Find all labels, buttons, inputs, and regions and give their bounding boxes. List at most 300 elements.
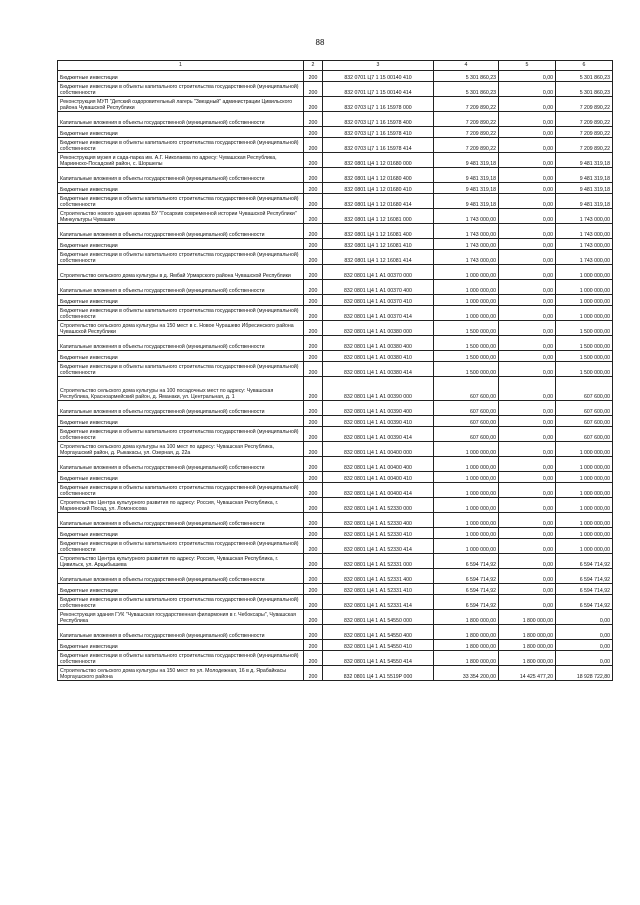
row-amount-total-cell: 1 800 000,00	[434, 610, 499, 625]
row-amount-total-cell: 6 594 714,92	[434, 595, 499, 610]
row-amount-total-cell: 1 800 000,00	[434, 651, 499, 666]
table-row	[58, 306, 613, 321]
row-code-cell: 200	[304, 377, 323, 401]
table-body	[58, 71, 613, 681]
row-name-cell: Бюджетные инвестиции в объекты капитального строительства государственной (муниципальной) собственности	[58, 82, 304, 97]
row-name-cell: Капитальные вложения в объекты государственной (муниципальной) собственности	[58, 513, 304, 528]
row-amount-total-cell: 1 500 000,00	[434, 351, 499, 362]
row-amount-federal-cell: 0,00	[499, 513, 556, 528]
table-row	[58, 97, 613, 112]
row-amount-republic-cell: 1 000 000,00	[556, 472, 613, 483]
row-amount-total-cell: 1 743 000,00	[434, 224, 499, 239]
row-name-cell: Капитальные вложения в объекты государственной (муниципальной) собственности	[58, 168, 304, 183]
row-amount-total-cell: 9 481 319,18	[434, 168, 499, 183]
row-amount-federal-cell: 0,00	[499, 71, 556, 82]
row-code-cell: 200	[304, 442, 323, 457]
row-name-cell: Капитальные вложения в объекты государственной (муниципальной) собственности	[58, 224, 304, 239]
row-amount-republic-cell: 607 600,00	[556, 401, 613, 416]
row-name-cell: Строительство Центра культурного развития по адресу: Россия, Чувашская Республика, г. Мариинский Посад, ул. Ломоносова	[58, 498, 304, 513]
row-code-cell: 200	[304, 82, 323, 97]
table-row	[58, 498, 613, 513]
row-code-cell: 200	[304, 427, 323, 442]
table-row	[58, 401, 613, 416]
row-amount-federal-cell: 1 800 000,00	[499, 651, 556, 666]
row-classification-cell: 832 0801 Ц4 1 12 01680 400	[323, 168, 434, 183]
row-name-cell: Бюджетные инвестиции	[58, 295, 304, 306]
row-amount-total-cell: 1 000 000,00	[434, 265, 499, 280]
row-amount-republic-cell: 1 000 000,00	[556, 539, 613, 554]
row-amount-republic-cell: 0,00	[556, 640, 613, 651]
row-amount-total-cell: 1 500 000,00	[434, 336, 499, 351]
row-amount-republic-cell: 607 600,00	[556, 377, 613, 401]
row-name-cell: Бюджетные инвестиции	[58, 239, 304, 250]
row-code-cell: 200	[304, 224, 323, 239]
row-name-cell: Капитальные вложения в объекты государственной (муниципальной) собственности	[58, 569, 304, 584]
row-amount-republic-cell: 6 594 714,92	[556, 584, 613, 595]
row-amount-republic-cell: 1 000 000,00	[556, 483, 613, 498]
row-amount-republic-cell: 18 928 722,80	[556, 666, 613, 681]
row-classification-cell: 832 0801 Ц4 1 А1 00370 400	[323, 280, 434, 295]
row-name-cell: Бюджетные инвестиции в объекты капитального строительства государственной (муниципальной) собственности	[58, 138, 304, 153]
row-classification-cell: 832 0703 Ц7 1 16 15978 410	[323, 127, 434, 138]
row-code-cell: 200	[304, 351, 323, 362]
row-amount-federal-cell: 0,00	[499, 209, 556, 224]
table-row	[58, 625, 613, 640]
row-amount-federal-cell: 0,00	[499, 280, 556, 295]
row-code-cell: 200	[304, 595, 323, 610]
row-amount-federal-cell: 0,00	[499, 321, 556, 336]
row-classification-cell: 832 0801 Ц4 1 А1 00370 414	[323, 306, 434, 321]
table-row	[58, 513, 613, 528]
row-classification-cell: 832 0801 Ц4 1 12 16081 410	[323, 239, 434, 250]
row-amount-total-cell: 5 301 860,23	[434, 82, 499, 97]
table-row	[58, 651, 613, 666]
table-row	[58, 584, 613, 595]
header-cell: 4	[434, 61, 499, 71]
row-code-cell: 200	[304, 265, 323, 280]
row-amount-republic-cell: 1 743 000,00	[556, 239, 613, 250]
row-amount-republic-cell: 9 481 319,18	[556, 153, 613, 168]
row-amount-federal-cell: 0,00	[499, 97, 556, 112]
row-amount-republic-cell: 1 743 000,00	[556, 250, 613, 265]
row-classification-cell: 832 0801 Ц4 1 А1 54550 410	[323, 640, 434, 651]
row-name-cell: Строительство сельского дома культуры в д. Ямбай Урмарского района Чувашской Республики	[58, 265, 304, 280]
row-name-cell: Бюджетные инвестиции в объекты капитального строительства государственной (муниципальной) собственности	[58, 427, 304, 442]
row-amount-total-cell: 7 209 890,22	[434, 97, 499, 112]
row-amount-federal-cell: 0,00	[499, 472, 556, 483]
table-row	[58, 427, 613, 442]
row-amount-federal-cell: 0,00	[499, 153, 556, 168]
row-code-cell: 200	[304, 610, 323, 625]
row-name-cell: Строительство сельского дома культуры на 100 посадочных мест по адресу: Чувашская Республика, Красноармейский район, д. Яманаки, ул. Центральная, д. 1	[58, 377, 304, 401]
row-amount-total-cell: 9 481 319,18	[434, 194, 499, 209]
row-amount-republic-cell: 1 000 000,00	[556, 457, 613, 472]
row-code-cell: 200	[304, 239, 323, 250]
row-amount-federal-cell: 0,00	[499, 82, 556, 97]
table-row	[58, 539, 613, 554]
page-number: 88	[315, 38, 325, 47]
row-amount-federal-cell: 0,00	[499, 183, 556, 194]
row-amount-total-cell: 9 481 319,18	[434, 183, 499, 194]
row-classification-cell: 832 0801 Ц4 1 А1 5519Р 000	[323, 666, 434, 681]
table-row	[58, 280, 613, 295]
row-amount-republic-cell: 607 600,00	[556, 416, 613, 427]
row-code-cell: 200	[304, 498, 323, 513]
table-row	[58, 127, 613, 138]
row-name-cell: Бюджетные инвестиции	[58, 416, 304, 427]
row-amount-total-cell: 6 594 714,92	[434, 569, 499, 584]
row-code-cell: 200	[304, 554, 323, 569]
row-classification-cell: 832 0801 Ц4 1 А1 00380 410	[323, 351, 434, 362]
row-amount-republic-cell: 7 209 890,22	[556, 127, 613, 138]
row-amount-republic-cell: 5 301 860,23	[556, 82, 613, 97]
row-name-cell: Реконструкция музея и сада-парка им. А.Г. Николаева по адресу: Чувашская Республика, Мариинско-Посадский район, с. Шоршелы	[58, 153, 304, 168]
row-name-cell: Бюджетные инвестиции	[58, 71, 304, 82]
row-name-cell: Бюджетные инвестиции в объекты капитального строительства государственной (муниципальной) собственности	[58, 250, 304, 265]
row-code-cell: 200	[304, 584, 323, 595]
row-amount-total-cell: 1 000 000,00	[434, 472, 499, 483]
row-amount-total-cell: 1 800 000,00	[434, 640, 499, 651]
table-row	[58, 295, 613, 306]
row-amount-republic-cell: 1 743 000,00	[556, 224, 613, 239]
table-row	[58, 528, 613, 539]
row-amount-total-cell: 607 600,00	[434, 377, 499, 401]
row-classification-cell: 832 0801 Ц4 1 А1 52331 410	[323, 584, 434, 595]
row-name-cell: Строительство сельского дома культуры на 100 мест по адресу: Чувашская Республика, Моргаушский район, д. Рыкакасы, ул. Озерная, д. 22а	[58, 442, 304, 457]
row-code-cell: 200	[304, 194, 323, 209]
row-amount-federal-cell: 0,00	[499, 306, 556, 321]
table-row	[58, 351, 613, 362]
row-code-cell: 200	[304, 306, 323, 321]
row-amount-total-cell: 7 209 890,22	[434, 112, 499, 127]
row-name-cell: Бюджетные инвестиции в объекты капитального строительства государственной (муниципальной) собственности	[58, 595, 304, 610]
row-amount-total-cell: 1 743 000,00	[434, 250, 499, 265]
row-amount-federal-cell: 0,00	[499, 265, 556, 280]
table-row	[58, 209, 613, 224]
row-amount-federal-cell: 0,00	[499, 127, 556, 138]
row-amount-republic-cell: 7 209 890,22	[556, 138, 613, 153]
table-row	[58, 112, 613, 127]
row-code-cell: 200	[304, 250, 323, 265]
table-row	[58, 153, 613, 168]
row-amount-republic-cell: 0,00	[556, 625, 613, 640]
row-code-cell: 200	[304, 625, 323, 640]
row-name-cell: Капитальные вложения в объекты государственной (муниципальной) собственности	[58, 280, 304, 295]
row-classification-cell: 832 0801 Ц4 1 А1 00380 400	[323, 336, 434, 351]
row-amount-republic-cell: 1 500 000,00	[556, 321, 613, 336]
row-amount-federal-cell: 0,00	[499, 224, 556, 239]
row-amount-federal-cell: 0,00	[499, 427, 556, 442]
row-name-cell: Бюджетные инвестиции	[58, 127, 304, 138]
table-row	[58, 442, 613, 457]
row-amount-federal-cell: 0,00	[499, 377, 556, 401]
row-amount-federal-cell: 0,00	[499, 112, 556, 127]
row-code-cell: 200	[304, 336, 323, 351]
row-amount-total-cell: 1 000 000,00	[434, 539, 499, 554]
row-classification-cell: 832 0801 Ц4 1 12 16081 000	[323, 209, 434, 224]
header-cell: 6	[556, 61, 613, 71]
table-row	[58, 554, 613, 569]
row-classification-cell: 832 0801 Ц4 1 А1 52331 000	[323, 554, 434, 569]
row-amount-total-cell: 1 500 000,00	[434, 321, 499, 336]
row-classification-cell: 832 0801 Ц4 1 А1 00380 414	[323, 362, 434, 377]
row-amount-republic-cell: 1 000 000,00	[556, 442, 613, 457]
table-row	[58, 640, 613, 651]
row-amount-federal-cell: 0,00	[499, 362, 556, 377]
row-classification-cell: 832 0801 Ц4 1 А1 52330 000	[323, 498, 434, 513]
row-amount-republic-cell: 9 481 319,18	[556, 183, 613, 194]
table-row	[58, 224, 613, 239]
row-classification-cell: 832 0703 Ц7 1 16 15978 000	[323, 97, 434, 112]
row-amount-federal-cell: 0,00	[499, 336, 556, 351]
row-code-cell: 200	[304, 138, 323, 153]
row-name-cell: Бюджетные инвестиции в объекты капитального строительства государственной (муниципальной) собственности	[58, 306, 304, 321]
row-name-cell: Бюджетные инвестиции в объекты капитального строительства государственной (муниципальной) собственности	[58, 194, 304, 209]
row-classification-cell: 832 0703 Ц7 1 16 15978 400	[323, 112, 434, 127]
table-row	[58, 416, 613, 427]
row-amount-federal-cell: 1 800 000,00	[499, 640, 556, 651]
row-code-cell: 200	[304, 280, 323, 295]
row-amount-republic-cell: 1 500 000,00	[556, 336, 613, 351]
row-amount-total-cell: 607 600,00	[434, 427, 499, 442]
row-amount-federal-cell: 0,00	[499, 595, 556, 610]
table-row	[58, 71, 613, 82]
table-row	[58, 82, 613, 97]
table-row	[58, 265, 613, 280]
row-amount-federal-cell: 0,00	[499, 442, 556, 457]
row-amount-federal-cell: 0,00	[499, 168, 556, 183]
table-row	[58, 569, 613, 584]
row-classification-cell: 832 0801 Ц4 1 12 01680 000	[323, 153, 434, 168]
row-name-cell: Строительство нового здания архива БУ "Госархив современной истории Чувашской Республики" Минкультуры Чувашии	[58, 209, 304, 224]
row-amount-federal-cell: 0,00	[499, 351, 556, 362]
row-amount-total-cell: 7 209 890,22	[434, 138, 499, 153]
row-amount-republic-cell: 6 594 714,92	[556, 554, 613, 569]
row-classification-cell: 832 0801 Ц4 1 12 16081 414	[323, 250, 434, 265]
row-amount-republic-cell: 1 000 000,00	[556, 498, 613, 513]
row-amount-total-cell: 1 000 000,00	[434, 513, 499, 528]
table-row	[58, 138, 613, 153]
row-classification-cell: 832 0801 Ц4 1 А1 52330 414	[323, 539, 434, 554]
row-classification-cell: 832 0801 Ц4 1 А1 00400 000	[323, 442, 434, 457]
row-code-cell: 200	[304, 483, 323, 498]
row-name-cell: Бюджетные инвестиции	[58, 351, 304, 362]
row-amount-federal-cell: 0,00	[499, 483, 556, 498]
row-amount-federal-cell: 0,00	[499, 250, 556, 265]
row-classification-cell: 832 0801 Ц4 1 А1 54550 400	[323, 625, 434, 640]
table-row	[58, 377, 613, 401]
row-amount-republic-cell: 5 301 860,23	[556, 71, 613, 82]
row-amount-federal-cell: 0,00	[499, 416, 556, 427]
row-amount-total-cell: 1 000 000,00	[434, 483, 499, 498]
row-amount-total-cell: 1 000 000,00	[434, 280, 499, 295]
row-name-cell: Бюджетные инвестиции	[58, 528, 304, 539]
row-amount-federal-cell: 0,00	[499, 457, 556, 472]
row-amount-federal-cell: 0,00	[499, 295, 556, 306]
row-classification-cell: 832 0701 Ц7 1 15 00140 410	[323, 71, 434, 82]
row-classification-cell: 832 0801 Ц4 1 А1 52330 410	[323, 528, 434, 539]
row-amount-federal-cell: 14 425 477,20	[499, 666, 556, 681]
row-amount-republic-cell: 1 500 000,00	[556, 351, 613, 362]
row-classification-cell: 832 0801 Ц4 1 А1 00390 410	[323, 416, 434, 427]
row-name-cell: Бюджетные инвестиции в объекты капитального строительства государственной (муниципальной) собственности	[58, 539, 304, 554]
row-amount-total-cell: 1 000 000,00	[434, 498, 499, 513]
row-amount-republic-cell: 7 209 890,22	[556, 112, 613, 127]
row-code-cell: 200	[304, 321, 323, 336]
row-code-cell: 200	[304, 168, 323, 183]
row-amount-total-cell: 1 000 000,00	[434, 457, 499, 472]
row-amount-federal-cell: 0,00	[499, 554, 556, 569]
row-amount-republic-cell: 0,00	[556, 651, 613, 666]
row-amount-federal-cell: 0,00	[499, 239, 556, 250]
table-row	[58, 250, 613, 265]
row-classification-cell: 832 0801 Ц4 1 А1 54550 000	[323, 610, 434, 625]
row-code-cell: 200	[304, 183, 323, 194]
row-classification-cell: 832 0801 Ц4 1 12 16081 400	[323, 224, 434, 239]
row-amount-federal-cell: 1 800 000,00	[499, 625, 556, 640]
row-amount-republic-cell: 607 600,00	[556, 427, 613, 442]
table-row	[58, 321, 613, 336]
row-name-cell: Бюджетные инвестиции	[58, 472, 304, 483]
row-amount-republic-cell: 0,00	[556, 610, 613, 625]
row-code-cell: 200	[304, 666, 323, 681]
row-amount-total-cell: 5 301 860,23	[434, 71, 499, 82]
row-code-cell: 200	[304, 209, 323, 224]
row-amount-total-cell: 607 600,00	[434, 416, 499, 427]
table-row	[58, 194, 613, 209]
row-amount-republic-cell: 1 000 000,00	[556, 295, 613, 306]
row-code-cell: 200	[304, 401, 323, 416]
row-amount-federal-cell: 0,00	[499, 138, 556, 153]
row-name-cell: Строительство сельского дома культуры на 150 мест в с. Новое Чурашево Ибресинского района Чувашской Республики	[58, 321, 304, 336]
row-code-cell: 200	[304, 528, 323, 539]
row-amount-federal-cell: 1 800 000,00	[499, 610, 556, 625]
row-amount-republic-cell: 9 481 319,18	[556, 194, 613, 209]
row-name-cell: Бюджетные инвестиции в объекты капитального строительства государственной (муниципальной) собственности	[58, 483, 304, 498]
row-amount-total-cell: 1 000 000,00	[434, 442, 499, 457]
table-row	[58, 183, 613, 194]
row-classification-cell: 832 0801 Ц4 1 А1 54550 414	[323, 651, 434, 666]
row-amount-federal-cell: 0,00	[499, 498, 556, 513]
row-amount-total-cell: 607 600,00	[434, 401, 499, 416]
budget-table	[57, 60, 613, 681]
row-code-cell: 200	[304, 295, 323, 306]
row-classification-cell: 832 0801 Ц4 1 А1 00390 400	[323, 401, 434, 416]
row-code-cell: 200	[304, 640, 323, 651]
row-classification-cell: 832 0801 Ц4 1 А1 52330 400	[323, 513, 434, 528]
row-amount-total-cell: 1 743 000,00	[434, 239, 499, 250]
row-classification-cell: 832 0801 Ц4 1 А1 00390 414	[323, 427, 434, 442]
row-classification-cell: 832 0801 Ц4 1 А1 00400 414	[323, 483, 434, 498]
row-amount-total-cell: 1 000 000,00	[434, 295, 499, 306]
table-row	[58, 472, 613, 483]
row-code-cell: 200	[304, 112, 323, 127]
row-amount-federal-cell: 0,00	[499, 528, 556, 539]
row-amount-federal-cell: 0,00	[499, 584, 556, 595]
row-code-cell: 200	[304, 97, 323, 112]
row-name-cell: Бюджетные инвестиции	[58, 640, 304, 651]
table-row	[58, 239, 613, 250]
row-code-cell: 200	[304, 457, 323, 472]
row-classification-cell: 832 0801 Ц4 1 А1 52331 414	[323, 595, 434, 610]
table-row	[58, 595, 613, 610]
row-classification-cell: 832 0801 Ц4 1 А1 00380 000	[323, 321, 434, 336]
header-cell: 1	[58, 61, 304, 71]
row-amount-total-cell: 1 800 000,00	[434, 625, 499, 640]
row-code-cell: 200	[304, 71, 323, 82]
row-code-cell: 200	[304, 472, 323, 483]
header-cell: 2	[304, 61, 323, 71]
header-cell: 3	[323, 61, 434, 71]
row-name-cell: Капитальные вложения в объекты государственной (муниципальной) собственности	[58, 401, 304, 416]
row-classification-cell: 832 0703 Ц7 1 16 15978 414	[323, 138, 434, 153]
row-amount-total-cell: 1 500 000,00	[434, 362, 499, 377]
table-row	[58, 666, 613, 681]
header-cell: 5	[499, 61, 556, 71]
row-name-cell: Капитальные вложения в объекты государственной (муниципальной) собственности	[58, 625, 304, 640]
row-name-cell: Бюджетные инвестиции в объекты капитального строительства государственной (муниципальной) собственности	[58, 651, 304, 666]
row-code-cell: 200	[304, 569, 323, 584]
row-name-cell: Строительство сельского дома культуры на 150 мест по ул. Молодежная, 16 в д. Ярабайкасы Моргаушского района	[58, 666, 304, 681]
row-classification-cell: 832 0801 Ц4 1 А1 00370 000	[323, 265, 434, 280]
table-row	[58, 336, 613, 351]
row-name-cell: Реконструкция МУП "Детский оздоровительный лагерь "Звездный" администрации Цивильского района Чувашской Республики	[58, 97, 304, 112]
table-row	[58, 168, 613, 183]
row-name-cell: Бюджетные инвестиции	[58, 584, 304, 595]
row-amount-republic-cell: 6 594 714,92	[556, 569, 613, 584]
row-classification-cell: 832 0701 Ц7 1 15 00140 414	[323, 82, 434, 97]
row-amount-total-cell: 7 209 890,22	[434, 127, 499, 138]
row-code-cell: 200	[304, 651, 323, 666]
row-name-cell: Капитальные вложения в объекты государственной (муниципальной) собственности	[58, 112, 304, 127]
row-amount-republic-cell: 6 594 714,92	[556, 595, 613, 610]
row-amount-federal-cell: 0,00	[499, 569, 556, 584]
header-row	[58, 61, 613, 71]
row-amount-federal-cell: 0,00	[499, 401, 556, 416]
table-row	[58, 483, 613, 498]
row-name-cell: Капитальные вложения в объекты государственной (муниципальной) собственности	[58, 336, 304, 351]
row-code-cell: 200	[304, 539, 323, 554]
row-code-cell: 200	[304, 416, 323, 427]
row-amount-republic-cell: 1 743 000,00	[556, 209, 613, 224]
row-classification-cell: 832 0801 Ц4 1 12 01680 410	[323, 183, 434, 194]
row-amount-federal-cell: 0,00	[499, 194, 556, 209]
row-name-cell: Строительство Центра культурного развития по адресу: Россия, Чувашская Республика, г. Цивильск, ул. Арцыбышева	[58, 554, 304, 569]
row-amount-republic-cell: 1 000 000,00	[556, 528, 613, 539]
row-amount-republic-cell: 7 209 890,22	[556, 97, 613, 112]
row-amount-republic-cell: 1 000 000,00	[556, 513, 613, 528]
row-amount-total-cell: 6 594 714,92	[434, 584, 499, 595]
row-amount-republic-cell: 1 500 000,00	[556, 362, 613, 377]
row-amount-total-cell: 1 743 000,00	[434, 209, 499, 224]
row-amount-federal-cell: 0,00	[499, 539, 556, 554]
row-name-cell: Реконструкция здания ГУК "Чувашская государственная филармония в г. Чебоксары", Чувашская Республика	[58, 610, 304, 625]
row-amount-republic-cell: 1 000 000,00	[556, 265, 613, 280]
row-classification-cell: 832 0801 Ц4 1 А1 00400 400	[323, 457, 434, 472]
table-row	[58, 610, 613, 625]
row-code-cell: 200	[304, 362, 323, 377]
row-amount-total-cell: 1 000 000,00	[434, 306, 499, 321]
row-classification-cell: 832 0801 Ц4 1 А1 00390 000	[323, 377, 434, 401]
row-amount-total-cell: 6 594 714,92	[434, 554, 499, 569]
row-classification-cell: 832 0801 Ц4 1 А1 52331 400	[323, 569, 434, 584]
row-amount-total-cell: 9 481 319,18	[434, 153, 499, 168]
table-row	[58, 362, 613, 377]
table-row	[58, 457, 613, 472]
row-classification-cell: 832 0801 Ц4 1 А1 00400 410	[323, 472, 434, 483]
row-name-cell: Бюджетные инвестиции в объекты капитального строительства государственной (муниципальной) собственности	[58, 362, 304, 377]
row-code-cell: 200	[304, 153, 323, 168]
